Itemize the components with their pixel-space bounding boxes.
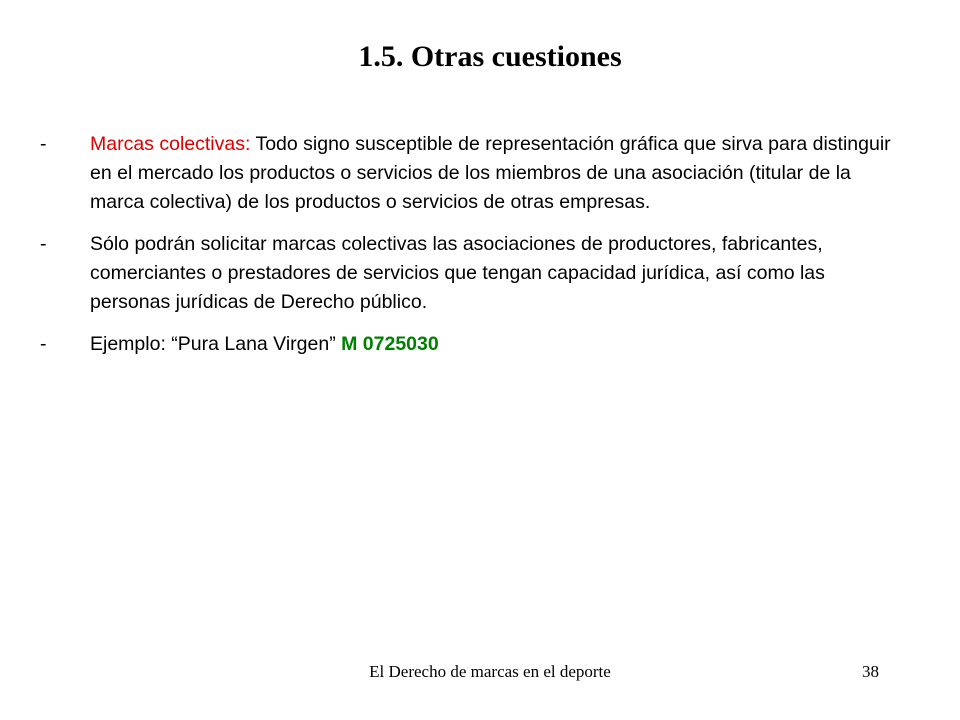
- bullet-list: [40, 130, 900, 372]
- bullet-text: Todo signo susceptible de representación gráfica que sirva para distinguir en el mercado los productos o servicios de los miembros de una asociación (titular de la marca colectiva) de los productos o servicios de otras empresas.: [90, 133, 891, 213]
- bullet-dash: -: [40, 233, 47, 255]
- bullet-dash: -: [40, 133, 47, 155]
- bullet-text: Sólo podrán solicitar marcas colectivas las asociaciones de productores, fabricantes, comerciantes o prestadores de servicios que tengan capacidad jurídica, así como las personas jurídicas de Derecho público.: [90, 233, 825, 313]
- trademark-code: M 0725030: [341, 333, 439, 355]
- term-marcas-colectivas: Marcas colectivas:: [90, 133, 251, 155]
- bullet-dash: -: [40, 333, 47, 355]
- bullet-marcas-colectivas: [40, 130, 900, 217]
- bullet-ejemplo: [40, 330, 900, 359]
- slide-title: 1.5. Otras cuestiones: [358, 40, 622, 73]
- bullet-solicitantes: [40, 230, 900, 317]
- bullet-text: Ejemplo: “Pura Lana Virgen”: [90, 333, 342, 355]
- page-number: 38: [862, 662, 879, 681]
- footer-text: El Derecho de marcas en el deporte: [369, 662, 611, 681]
